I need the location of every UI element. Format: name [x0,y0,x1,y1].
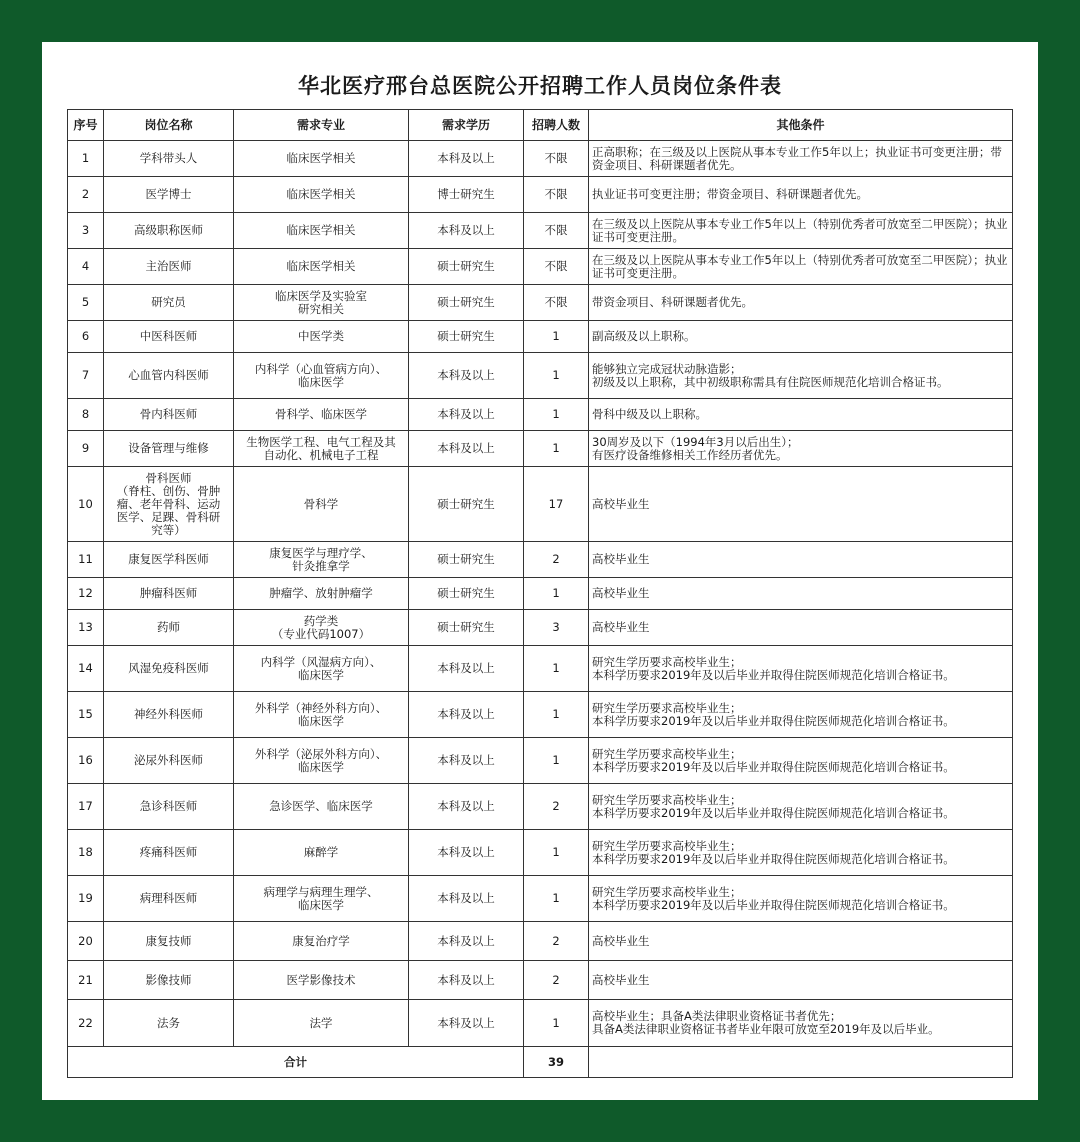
row-major: 临床医学相关 [234,177,409,213]
row-seq: 12 [68,578,104,610]
total-row [68,1047,1013,1078]
row-count: 1 [524,1000,589,1047]
row-major: 法学 [234,1000,409,1047]
row-education: 本科及以上 [409,431,524,467]
row-other: 高校毕业生 [589,961,1013,1000]
row-other: 带资金项目、科研课题者优先。 [589,285,1013,321]
row-count: 1 [524,353,589,399]
table-row [68,738,1013,784]
table-row [68,353,1013,399]
row-education: 本科及以上 [409,399,524,431]
row-count: 1 [524,431,589,467]
row-major: 康复医学与理疗学、 针灸推拿学 [234,542,409,578]
header-other: 其他条件 [589,110,1013,141]
row-major: 药学类 （专业代码1007） [234,610,409,646]
row-count: 2 [524,784,589,830]
row-major: 生物医学工程、电气工程及其 自动化、机械电子工程 [234,431,409,467]
row-seq: 13 [68,610,104,646]
row-seq: 8 [68,399,104,431]
row-major: 病理学与病理生理学、 临床医学 [234,876,409,922]
row-education: 本科及以上 [409,784,524,830]
row-other: 副高级及以上职称。 [589,321,1013,353]
table-row [68,876,1013,922]
row-other: 研究生学历要求高校毕业生； 本科学历要求2019年及以后毕业并取得住院医师规范化培训合格证书。 [589,738,1013,784]
row-position: 骨内科医师 [104,399,234,431]
table-row [68,431,1013,467]
row-other: 30周岁及以下（1994年3月以后出生）； 有医疗设备维修相关工作经历者优先。 [589,431,1013,467]
table-row [68,285,1013,321]
row-position: 高级职称医师 [104,213,234,249]
row-position: 康复医学科医师 [104,542,234,578]
table-row [68,399,1013,431]
row-position: 疼痛科医师 [104,830,234,876]
row-position: 心血管内科医师 [104,353,234,399]
header-position: 岗位名称 [104,110,234,141]
row-count: 不限 [524,213,589,249]
row-count: 2 [524,542,589,578]
row-major: 医学影像技术 [234,961,409,1000]
row-seq: 1 [68,141,104,177]
row-education: 硕士研究生 [409,542,524,578]
job-conditions-table [67,109,1013,1078]
row-other: 高校毕业生 [589,922,1013,961]
row-major: 麻醉学 [234,830,409,876]
row-major: 外科学（泌尿外科方向）、 临床医学 [234,738,409,784]
row-major: 临床医学及实验室 研究相关 [234,285,409,321]
row-major: 内科学（风湿病方向）、 临床医学 [234,646,409,692]
row-seq: 9 [68,431,104,467]
row-count: 1 [524,321,589,353]
row-position: 法务 [104,1000,234,1047]
row-major: 骨科学、临床医学 [234,399,409,431]
row-seq: 4 [68,249,104,285]
row-seq: 6 [68,321,104,353]
table-row [68,961,1013,1000]
header-count: 招聘人数 [524,110,589,141]
row-seq: 5 [68,285,104,321]
row-position: 设备管理与维修 [104,431,234,467]
header-major: 需求专业 [234,110,409,141]
row-education: 本科及以上 [409,646,524,692]
row-major: 急诊医学、临床医学 [234,784,409,830]
row-other: 高校毕业生 [589,610,1013,646]
header-education: 需求学历 [409,110,524,141]
row-major: 肿瘤学、放射肿瘤学 [234,578,409,610]
row-seq: 20 [68,922,104,961]
row-seq: 10 [68,467,104,542]
row-other: 骨科中级及以上职称。 [589,399,1013,431]
row-other: 在三级及以上医院从事本专业工作5年以上（特别优秀者可放宽至二甲医院）；执业证书可变更注册。 [589,213,1013,249]
row-other: 研究生学历要求高校毕业生； 本科学历要求2019年及以后毕业并取得住院医师规范化培训合格证书。 [589,784,1013,830]
row-seq: 19 [68,876,104,922]
row-major: 临床医学相关 [234,249,409,285]
row-position: 肿瘤科医师 [104,578,234,610]
row-position: 主治医师 [104,249,234,285]
row-count: 1 [524,578,589,610]
row-position: 医学博士 [104,177,234,213]
table-row [68,830,1013,876]
row-major: 康复治疗学 [234,922,409,961]
row-education: 硕士研究生 [409,467,524,542]
row-seq: 16 [68,738,104,784]
row-education: 本科及以上 [409,830,524,876]
table-row [68,1000,1013,1047]
table-row [68,922,1013,961]
row-education: 硕士研究生 [409,249,524,285]
row-seq: 11 [68,542,104,578]
row-seq: 2 [68,177,104,213]
row-education: 本科及以上 [409,692,524,738]
row-major: 外科学（神经外科方向）、 临床医学 [234,692,409,738]
row-seq: 7 [68,353,104,399]
row-other: 高校毕业生；具备A类法律职业资格证书者优先； 具备A类法律职业资格证书者毕业年限可放宽至2019年及以后毕业。 [589,1000,1013,1047]
row-other: 高校毕业生 [589,542,1013,578]
table-row [68,321,1013,353]
row-other: 能够独立完成冠状动脉造影； 初级及以上职称，其中初级职称需具有住院医师规范化培训合格证书。 [589,353,1013,399]
row-count: 不限 [524,249,589,285]
row-count: 2 [524,961,589,1000]
table-row [68,646,1013,692]
row-position: 病理科医师 [104,876,234,922]
table-row [68,784,1013,830]
row-seq: 18 [68,830,104,876]
row-other: 研究生学历要求高校毕业生； 本科学历要求2019年及以后毕业并取得住院医师规范化培训合格证书。 [589,830,1013,876]
row-position: 泌尿外科医师 [104,738,234,784]
row-position: 骨科医师 （脊柱、创伤、骨肿 瘤、老年骨科、运动 医学、足踝、骨科研 究等） [104,467,234,542]
row-count: 不限 [524,177,589,213]
row-count: 1 [524,399,589,431]
row-position: 康复技师 [104,922,234,961]
row-count: 1 [524,692,589,738]
row-education: 硕士研究生 [409,610,524,646]
row-seq: 21 [68,961,104,1000]
row-count: 1 [524,646,589,692]
table-row [68,141,1013,177]
table-row [68,578,1013,610]
row-position: 研究员 [104,285,234,321]
row-seq: 22 [68,1000,104,1047]
row-other: 在三级及以上医院从事本专业工作5年以上（特别优秀者可放宽至二甲医院）；执业证书可变更注册。 [589,249,1013,285]
row-education: 硕士研究生 [409,578,524,610]
row-other: 研究生学历要求高校毕业生； 本科学历要求2019年及以后毕业并取得住院医师规范化培训合格证书。 [589,692,1013,738]
row-seq: 17 [68,784,104,830]
row-major: 中医学类 [234,321,409,353]
row-position: 神经外科医师 [104,692,234,738]
row-seq: 3 [68,213,104,249]
row-count: 3 [524,610,589,646]
table-row [68,249,1013,285]
total-count: 39 [524,1047,589,1078]
row-other: 研究生学历要求高校毕业生； 本科学历要求2019年及以后毕业并取得住院医师规范化培训合格证书。 [589,876,1013,922]
row-count: 2 [524,922,589,961]
row-education: 本科及以上 [409,738,524,784]
row-education: 本科及以上 [409,922,524,961]
page-title: 华北医疗邢台总医院公开招聘工作人员岗位条件表 [298,73,782,98]
row-education: 本科及以上 [409,876,524,922]
row-education: 本科及以上 [409,353,524,399]
row-count: 17 [524,467,589,542]
row-education: 博士研究生 [409,177,524,213]
row-position: 药师 [104,610,234,646]
row-position: 风湿免疫科医师 [104,646,234,692]
table-row [68,692,1013,738]
row-other: 执业证书可变更注册；带资金项目、科研课题者优先。 [589,177,1013,213]
row-other: 研究生学历要求高校毕业生； 本科学历要求2019年及以后毕业并取得住院医师规范化培训合格证书。 [589,646,1013,692]
row-education: 本科及以上 [409,1000,524,1047]
total-label: 合计 [68,1047,524,1078]
row-seq: 14 [68,646,104,692]
row-position: 中医科医师 [104,321,234,353]
table-row [68,213,1013,249]
row-major: 内科学（心血管病方向）、 临床医学 [234,353,409,399]
row-education: 硕士研究生 [409,321,524,353]
row-position: 学科带头人 [104,141,234,177]
table-row [68,467,1013,542]
row-major: 骨科学 [234,467,409,542]
row-count: 不限 [524,285,589,321]
table-row [68,177,1013,213]
row-position: 急诊科医师 [104,784,234,830]
table-row [68,610,1013,646]
row-count: 不限 [524,141,589,177]
row-position: 影像技师 [104,961,234,1000]
row-other: 正高职称；在三级及以上医院从事本专业工作5年以上；执业证书可变更注册；带资金项目、科研课题者优先。 [589,141,1013,177]
table-row [68,542,1013,578]
row-education: 硕士研究生 [409,285,524,321]
header-seq: 序号 [68,110,104,141]
row-seq: 15 [68,692,104,738]
row-education: 本科及以上 [409,141,524,177]
row-count: 1 [524,738,589,784]
row-count: 1 [524,830,589,876]
row-other: 高校毕业生 [589,578,1013,610]
row-major: 临床医学相关 [234,213,409,249]
row-major: 临床医学相关 [234,141,409,177]
total-other [589,1047,1013,1078]
row-other: 高校毕业生 [589,467,1013,542]
row-education: 本科及以上 [409,213,524,249]
table-header-row [68,110,1013,141]
row-education: 本科及以上 [409,961,524,1000]
row-count: 1 [524,876,589,922]
